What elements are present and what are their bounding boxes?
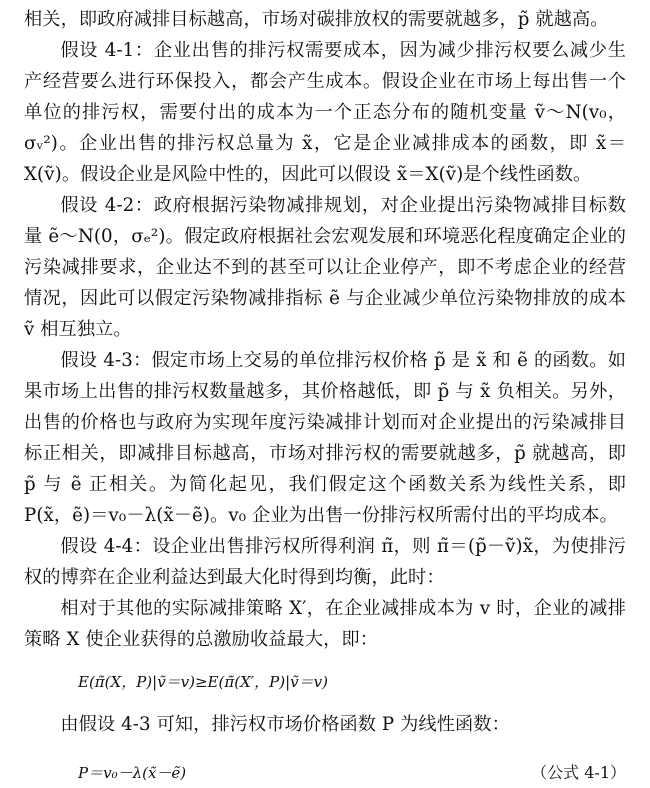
formula-expected-profit: E(π̃(X，P)|ṽ＝v)≥E(π̃(X′，P)|ṽ＝v)	[78, 673, 328, 691]
paragraph-strategy: 相对于其他的实际减排策略 X′，在企业减排成本为 v 时，企业的减排策略 X 使企业获得的总激励收益最大，即：	[24, 598, 626, 650]
formula-4-1-row	[78, 758, 626, 788]
paragraph-assumption-4-2: 假设 4-2：政府根据污染物减排规划，对企业提出污染物减排目标数量 ẽ～N(0，σₑ²)。假定政府根据社会宏观发展和环境恶化程度确定企业的污染减排要求，企业达不到的甚至可以让企业停产，即不考虑企业的经营情况，因此可以假定污染物减排指标 ẽ 与企业减少单位污染物排放的成本 ṽ 相互独立。	[24, 195, 626, 340]
paragraph-assumption-4-3: 假设 4-3：假定市场上交易的单位排污权价格 p̃ 是 x̃ 和 ẽ 的函数。如果市场上出售的排污权数量越多，其价格越低，即 p̃ 与 x̃ 负相关。另外，出售的价格也与政府为实现年度污染减排计划而对企业提出的污染减排目标正相关，即减排目标越高，市场对排污权的需要就越多，p̃ 就越高，即 p̃ 与 ẽ 正相关。为简化起见，我们假定这个函数关系为线性关系，即 P(x̃，ẽ)＝v₀－λ(x̃－ẽ)。v₀ 企业为出售一份排污权所需付出的平均成本。	[24, 350, 626, 526]
paragraph-assumption-4-4: 假设 4-4：设企业出售排污权所得利润 π̃，则 π̃＝(p̃－ṽ)x̃，为使排污权的博弈在企业利益达到最大化时得到均衡，此时：	[24, 536, 626, 588]
paragraph-price-function: 由假设 4-3 可知，排污权市场价格函数 P 为线性函数：	[60, 714, 510, 735]
formula-number: （公式 4-1）	[531, 763, 626, 782]
paragraph-assumption-4-1: 假设 4-1：企业出售的排污权需要成本，因为减少排污权要么减少生产经营要么进行环保投入，都会产生成本。假设企业在市场上每出售一个单位的排污权，需要付出的成本为一个正态分布的随机变量 ṽ～N(v₀，σᵥ²)。企业出售的排污权总量为 x̃，它是企业减排成本的函数，即 x̃＝X(ṽ)。假设企业是风险中性的，因此可以假设 x̃＝X(ṽ)是个线性函数。	[24, 40, 626, 185]
paragraph-continuation: 相关，即政府减排目标越高，市场对碳排放权的需要就越多，p̃ 就越高。	[24, 9, 609, 30]
formula-price: P＝v₀－λ(x̃－ẽ)	[78, 764, 187, 782]
